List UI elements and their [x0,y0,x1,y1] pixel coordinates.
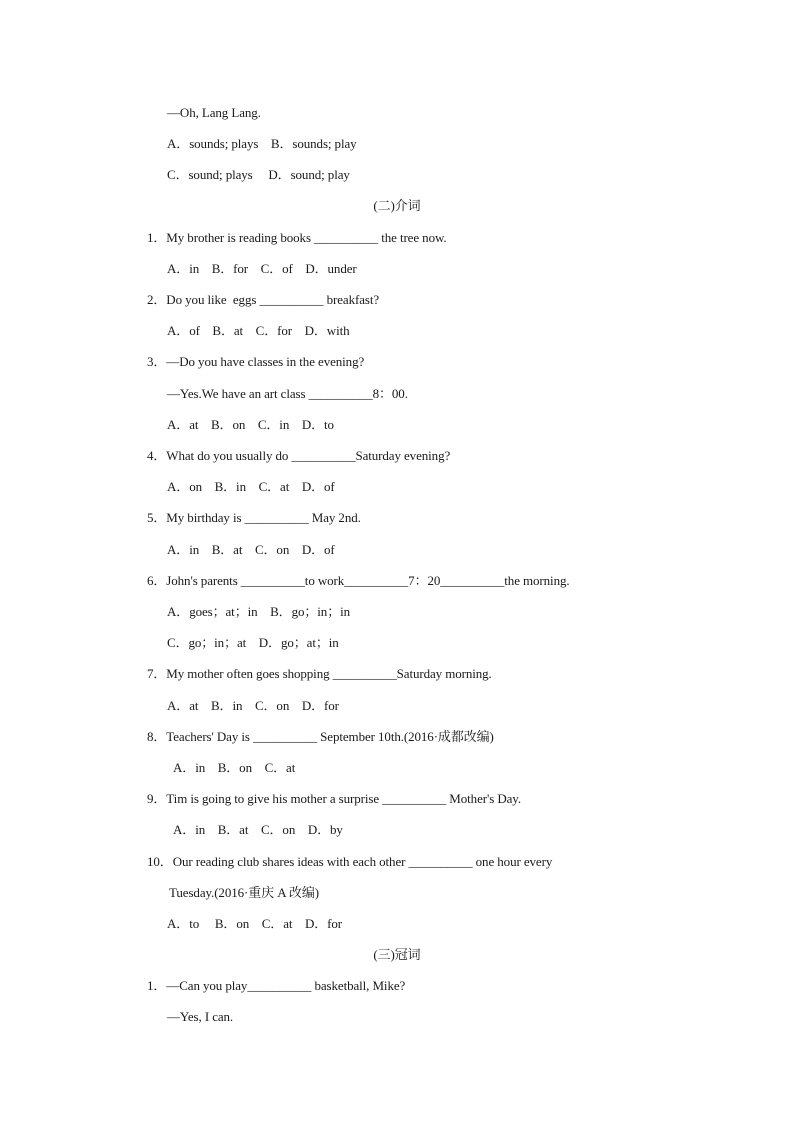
option-line: A．of B．at C．for D．with [167,323,350,338]
option-line: A．sounds; plays B．sounds; play [167,136,357,151]
section-heading-articles: (三)冠词 [373,947,421,962]
question-line-continued: Tuesday.(2016·重庆 A 改编) [169,885,319,900]
question-line: 5．My birthday is __________ May 2nd. [147,510,361,525]
question-line: 6．John's parents __________to work__________7：20__________the morning. [147,573,570,588]
option-line: A．in B．at C．on D．by [173,822,343,837]
dialogue-answer-line: —Yes, I can. [167,1009,234,1024]
option-line: A．on B．in C．at D．of [167,479,335,494]
question-line: 1．—Can you play__________ basketball, Mike? [147,978,406,993]
question-line: 7．My mother often goes shopping __________Saturday morning. [147,666,492,681]
option-line: A．at B．on C．in D．to [167,417,334,432]
option-line: A．in B．on C．at [173,760,296,775]
dialogue-answer-line: —Yes.We have an art class __________8：00. [167,386,408,401]
question-line: 2．Do you like eggs __________ breakfast? [147,292,380,307]
option-line: A．at B．in C．on D．for [167,698,339,713]
dialogue-answer-line: —Oh, Lang Lang. [167,105,261,120]
question-line: 8．Teachers' Day is __________ September 10th.(2016·成都改编) [147,729,494,744]
option-line: C．go；in；at D．go；at；in [167,635,339,650]
question-line: 10．Our reading club shares ideas with each other __________ one hour every [147,854,553,869]
question-line: 3．—Do you have classes in the evening? [147,354,365,369]
option-line: A．to B．on C．at D．for [167,916,343,931]
question-line: 1．My brother is reading books __________ the tree now. [147,230,447,245]
question-line: 9．Tim is going to give his mother a surprise __________ Mother's Day. [147,791,521,806]
option-line: A．goes；at；in B．go；in；in [167,604,351,619]
option-line: C．sound; plays D．sound; play [167,167,350,182]
option-line: A．in B．at C．on D．of [167,542,335,557]
section-heading-prepositions: (二)介词 [373,198,421,213]
option-line: A．in B．for C．of D．under [167,261,357,276]
question-line: 4．What do you usually do __________Saturday evening? [147,448,451,463]
